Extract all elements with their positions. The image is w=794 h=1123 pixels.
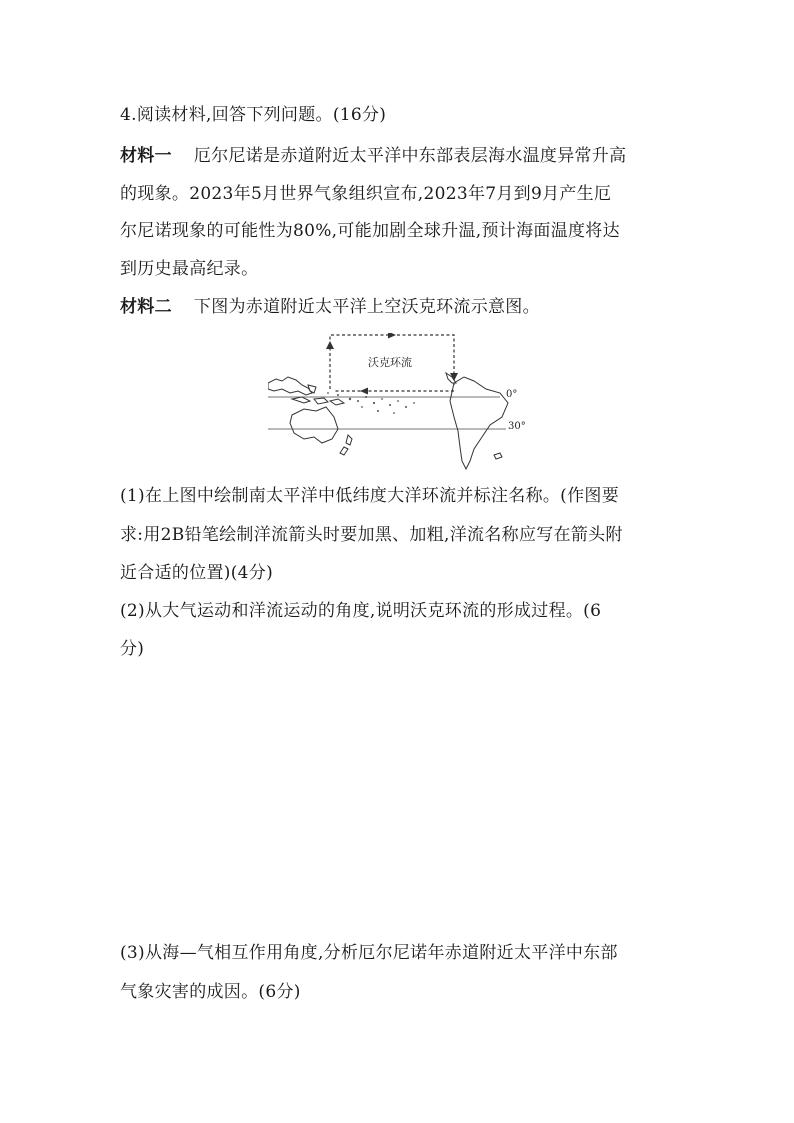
south-america bbox=[450, 377, 508, 469]
material-1-label: 材料一 bbox=[120, 146, 172, 166]
pacific-islands bbox=[327, 392, 415, 414]
australia bbox=[290, 407, 338, 443]
walker-circulation-map bbox=[268, 333, 528, 473]
question-title: 4.阅读材料,回答下列问题。(16分) bbox=[120, 105, 387, 125]
answer-space-q2[interactable] bbox=[120, 670, 680, 930]
new-zealand bbox=[340, 435, 352, 455]
q3-line-2: 气象灾害的成因。(6分) bbox=[120, 982, 301, 1002]
material-2-text: 下图为赤道附近太平洋上空沃克环流示意图。 bbox=[193, 297, 540, 317]
circulation-label: 沃克环流 bbox=[368, 356, 412, 369]
material-1-line-3: 尔尼诺现象的可能性为80%,可能加剧全球升温,预计海面温度将达 bbox=[120, 221, 620, 241]
material-1-line-2: 的现象。2023年5月世界气象组织宣布,2023年7月到9月产生厄 bbox=[120, 184, 612, 204]
q3-line-1: (3)从海—气相互作用角度,分析厄尔尼诺年赤道附近太平洋中东部 bbox=[120, 943, 618, 963]
equator-label: 0° bbox=[506, 389, 518, 400]
q1-line-2: 求:用2B铅笔绘制洋流箭头时要加黑、加粗,洋流名称应写在箭头附 bbox=[120, 525, 623, 545]
lat-30-label: 30° bbox=[508, 421, 526, 432]
material-2-line bbox=[120, 296, 540, 318]
arrow-east-top bbox=[388, 333, 396, 339]
material-1-text-1: 厄尔尼诺是赤道附近太平洋中东部表层海水温度异常升高 bbox=[193, 146, 627, 166]
q2-line-2: 分) bbox=[120, 639, 145, 659]
material-1-line-1 bbox=[120, 145, 626, 167]
material-1-line-4: 到历史最高纪录。 bbox=[120, 259, 259, 279]
arrow-up-west bbox=[326, 341, 334, 349]
southern-islands bbox=[494, 453, 502, 459]
q1-line-3: 近合适的位置)(4分) bbox=[120, 563, 274, 583]
q1-line-1: (1)在上图中绘制南太平洋中低纬度大洋环流并标注名称。(作图要 bbox=[120, 486, 620, 506]
asia-landmass bbox=[268, 377, 312, 395]
indonesia-islands bbox=[292, 385, 344, 405]
arrow-west-bottom bbox=[360, 388, 368, 395]
material-2-label: 材料二 bbox=[120, 297, 172, 317]
q2-line-1: (2)从大气运动和洋流运动的角度,说明沃克环流的形成过程。(6 bbox=[120, 601, 602, 621]
